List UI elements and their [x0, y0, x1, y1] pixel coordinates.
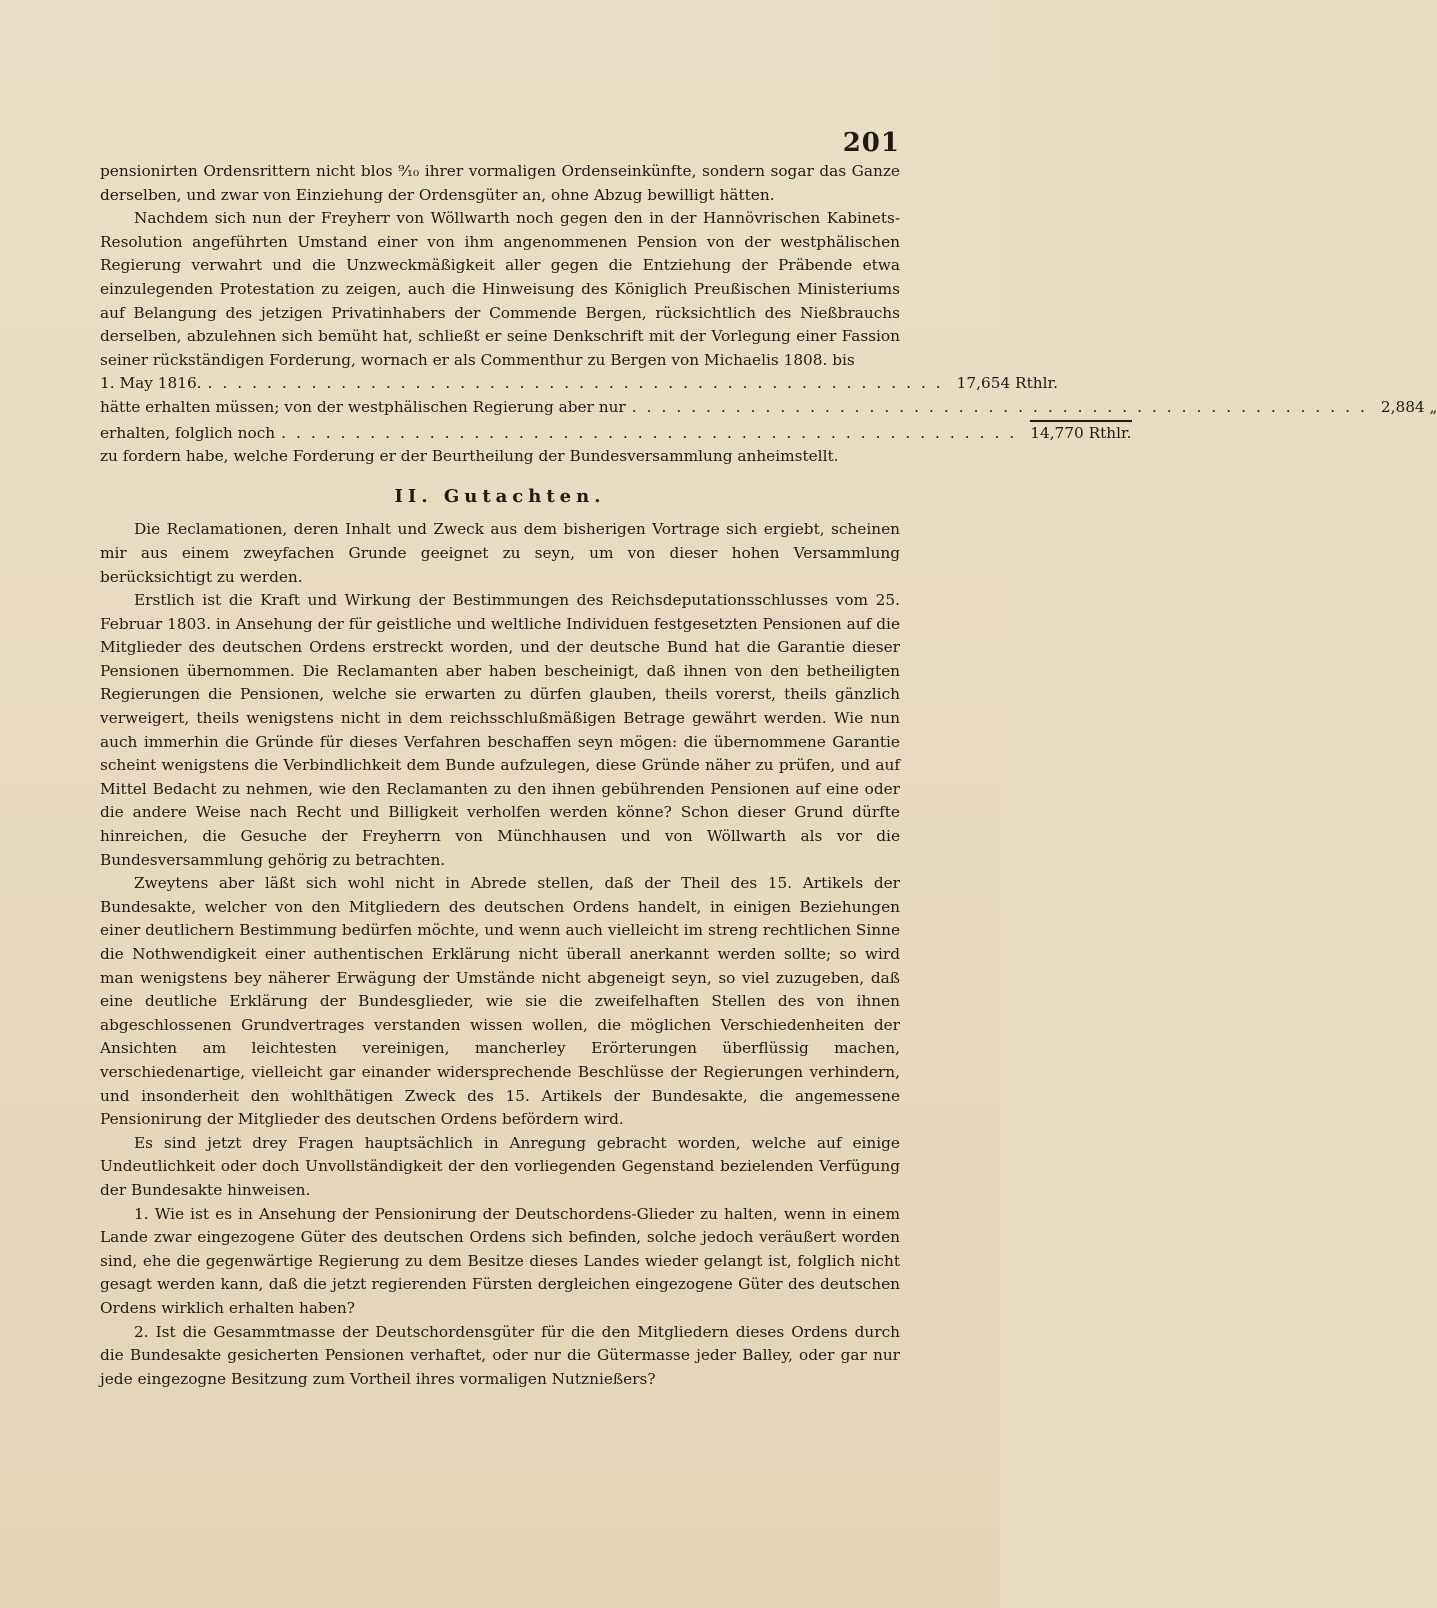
paragraph-reclamations: Die Reclamationen, deren Inhalt und Zweck aus dem bisherigen Vortrage sich ergiebt, scheinen mir aus einem zweyfachen Grunde geeignet zu seyn, um von dieser hohen Versammlung berücksichtigt zu werden.	[100, 520, 900, 586]
paragraph-first-reason: Erstlich ist die Kraft und Wirkung der Bestimmungen des Reichsdeputationsschlusses vom 25. Februar 1803. in Ansehung der für geistliche und weltliche Individuen festgesetzten Pensionen auf die Mitglieder des deutschen Ordens erstreckt worden, und der deutsche Bund hat die Garantie dieser Pensionen übernommen. Die Reclamanten aber haben bescheinigt, daß ihnen von den betheiligten Regierungen die Pensionen, welche sie erwarten zu dürfen glauben, theils vorerst, theils gänzlich verweigert, theils wenigstens nicht in dem reichsschlußmäßigen Betrage gewährt werden. Wie nun auch immerhin die Gründe für dieses Verfahren beschaffen seyn mögen: die übernommene Garantie scheint wenigstens die Verbindlichkeit dem Bunde aufzulegen, diese Gründe näher zu prüfen, und auf Mittel Bedacht zu nehmen, wie den Reclamanten zu den ihnen gebührenden Pensionen auf eine oder die andere Weise nach Recht und Billigkeit verholfen werden könne? Schon dieser Grund dürfte hinreichen, die Gesuche der Freyherrn von Münchhausen und von Wöllwarth als vor die Bundesversammlung gehörig zu betrachten.	[100, 591, 900, 869]
ledger-label: hätte erhalten müssen; von der westphälischen Regierung aber nur	[100, 397, 626, 416]
leader-dots: ..................................................	[631, 397, 1375, 416]
claim-ledger	[100, 372, 1437, 445]
paragraph-woellwarth: Nachdem sich nun der Freyherr von Wöllwarth noch gegen den in der Hannövrischen Kabinets-Resolution angeführten Umstand einer von ihm angenommenen Pension von der westphälischen Regierung verwahrt und die Unzweckmäßigkeit aller gegen die Entziehung der Präbende etwa einzulegenden Protestation zu zeigen, auch die Hinweisung des Königlich Preußischen Ministeriums auf Belangung des jetzigen Privatinhabers der Commende Bergen, rücksichtlich des Nießbrauchs derselben, abzulehnen sich bemüht hat, schließt er seine Denkschrift mit der Vorlegung einer Fassion seiner rückständigen Forderung, wornach er als Commenthur zu Bergen von Michaelis 1808. bis	[100, 209, 900, 369]
leader-dots: ..................................................	[281, 423, 1025, 442]
ledger-amount: 14,770 Rthlr.	[1030, 420, 1131, 446]
paragraph-conclusion: zu fordern habe, welche Forderung er der Beurtheilung der Bundesversammlung anheimstellt.	[100, 447, 839, 466]
question-1: 1. Wie ist es in Ansehung der Pensionirung der Deutschordens-Glieder zu halten, wenn in einem Lande zwar eingezogene Güter des deutschen Ordens sich befinden, solche jedoch veräußert worden sind, ehe die gegenwärtige Regierung zu dem Besitze dieses Landes wieder gelangt ist, folglich nicht gesagt werden kann, daß die jetzt regierenden Fürsten dergleichen eingezogene Güter des deutschen Ordens wirklich erhalten haben?	[100, 1204, 900, 1317]
question-2: 2. Ist die Gesammtmasse der Deutschordensgüter für die den Mitgliedern dieses Ordens durch die Bundesakte gesicherten Pensionen verhaftet, oder nur die Gütermasse jeder Balley, oder gar nur jede eingezogne Besitzung zum Vortheil ihres vormaligen Nutznießers?	[100, 1322, 900, 1388]
page-number: 201	[842, 128, 900, 158]
ledger-label: 1. May 1816.	[100, 374, 202, 393]
leader-dots: ..................................................	[207, 374, 951, 393]
ledger-amount: 17,654 Rthlr.	[956, 374, 1058, 393]
body-text	[100, 160, 1437, 1391]
ledger-row-balance	[100, 420, 1132, 446]
section-heading: II. Gutachten.	[394, 485, 606, 507]
ledger-amount: 2,884 „	[1380, 397, 1437, 416]
ledger-row-total	[100, 372, 1058, 396]
ledger-label: erhalten, folglich noch	[100, 423, 276, 442]
paragraph-three-questions: Es sind jetzt drey Fragen hauptsächlich in Anregung gebracht worden, welche auf einige Undeutlichkeit oder doch Unvollständigkeit der den vorliegenden Gegenstand bezielenden Verfügung der Bundesakte hinweisen.	[100, 1133, 900, 1199]
paragraph-continuation: pensionirten Ordensrittern nicht blos ⁹⁄₁₀ ihrer vormaligen Ordenseinkünfte, sondern sogar das Ganze derselben, und zwar von Einziehung der Ordensgüter an, ohne Abzug bewilligt hätten.	[100, 162, 900, 204]
paragraph-second-reason: Zweytens aber läßt sich wohl nicht in Abrede stellen, daß der Theil des 15. Artikels der Bundesakte, welcher von den Mitgliedern des deutschen Ordens handelt, in einigen Beziehungen einer deutlichern Bestimmung bedürfen möchte, und wenn auch vielleicht im streng rechtlichen Sinne die Nothwendigkeit einer authentischen Erklärung nicht überall anerkannt werden sollte; so wird man wenigstens bey näherer Erwägung der Umstände nicht abgeneigt seyn, so viel zuzugeben, daß eine deutliche Erklärung der Bundesglieder, wie sie die zweifelhaften Stellen des von ihnen abgeschlossenen Grundvertrages verstanden wissen wollen, die möglichen Verschiedenheiten der Ansichten am leichtesten vereinigen, mancherley Erörterungen überflüssig machen, verschiedenartige, vielleicht gar einander widersprechende Beschlüsse der Regierungen verhindern, und insonderheit den wohlthätigen Zweck des 15. Artikels der Bundesakte, die angemessene Pensionirung der Mitglieder des deutschen Ordens befördern wird.	[100, 874, 900, 1129]
ledger-row-received	[100, 396, 1437, 420]
